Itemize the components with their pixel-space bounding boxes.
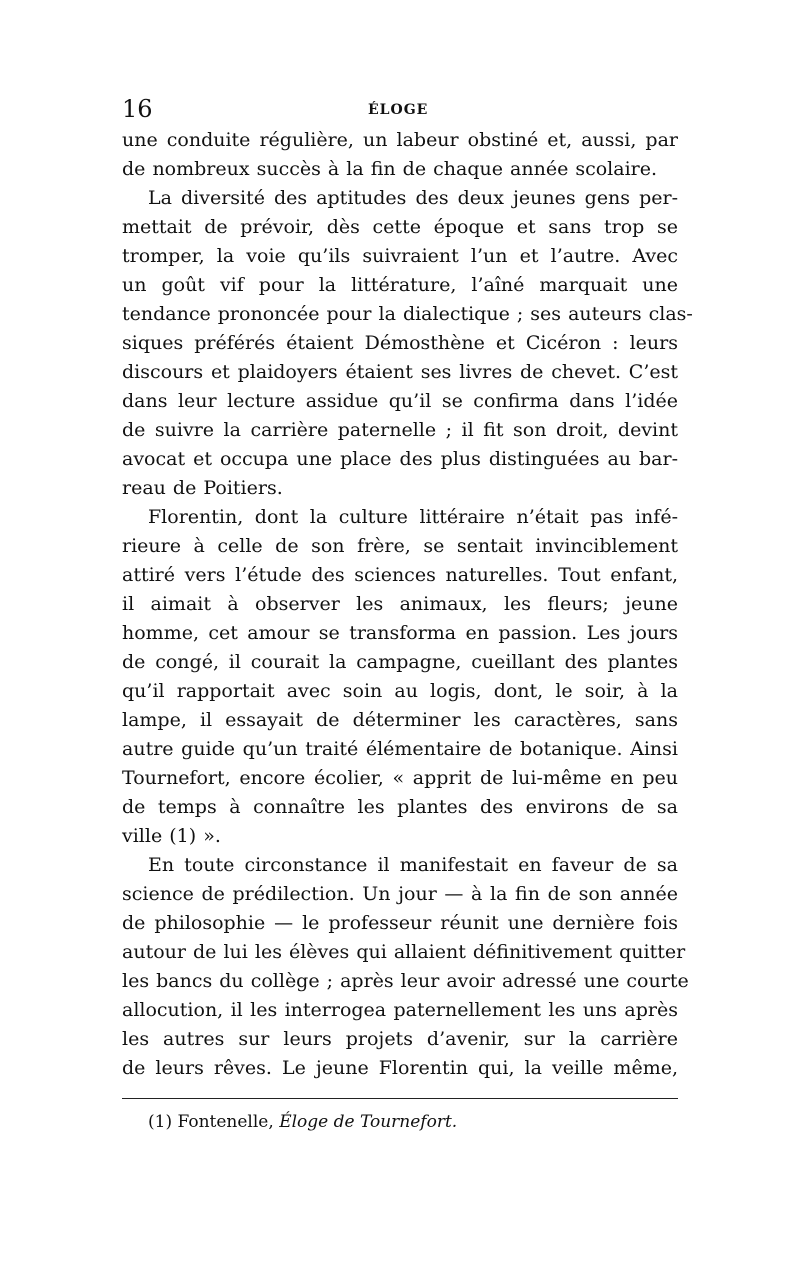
text-line: siques préférés étaient Démosthène et Cicéron : leurs (122, 332, 678, 354)
page-number: 16 (122, 95, 153, 123)
text-line: tendance prononcée pour la dialectique ; ses auteurs clas- (122, 303, 693, 325)
text-line: une conduite régulière, un labeur obstiné et, aussi, par (122, 129, 678, 151)
text-line: de congé, il courait la campagne, cueillant des plantes (122, 651, 678, 673)
text-line: reau de Poitiers. (122, 477, 283, 499)
text-line: Florentin, dont la culture littéraire n’était pas infé- (148, 506, 678, 528)
text-line: tromper, la voie qu’ils suivraient l’un et l’autre. Avec (122, 245, 678, 267)
body-text (122, 126, 693, 1083)
text-line: ville (1) ». (122, 825, 221, 847)
text-line: autre guide qu’un traité élémentaire de botanique. Ainsi (122, 738, 678, 760)
text-line: homme, cet amour se transforma en passion. Les jours (122, 622, 678, 644)
text-line: rieure à celle de son frère, se sentait invinciblement (122, 535, 678, 557)
footnote (148, 1108, 457, 1136)
text-line: de suivre la carrière paternelle ; il fit son droit, devint (122, 419, 678, 441)
text-line: de nombreux succès à la fin de chaque année scolaire. (122, 158, 658, 180)
text-line: allocution, il les interrogea paternellement les uns après (122, 999, 678, 1021)
text-line: La diversité des aptitudes des deux jeunes gens per- (148, 187, 678, 209)
footnote-divider (122, 1098, 678, 1099)
text-line: attiré vers l’étude des sciences naturelles. Tout enfant, (122, 564, 678, 586)
text-line: dans leur lecture assidue qu’il se confirma dans l’idée (122, 390, 678, 412)
text-line: un goût vif pour la littérature, l’aîné marquait une (122, 274, 678, 296)
text-line: de temps à connaître les plantes des environs de sa (122, 796, 678, 818)
running-head (122, 94, 678, 124)
text-line: de philosophie — le professeur réunit une dernière fois (122, 912, 678, 934)
text-line: discours et plaidoyers étaient ses livres de chevet. C’est (122, 361, 678, 383)
running-title: ÉLOGE (368, 102, 429, 118)
text-line: En toute circonstance il manifestait en faveur de sa (148, 854, 678, 876)
footnote-marker: (1) Fontenelle, (148, 1112, 274, 1132)
text-line: les autres sur leurs projets d’avenir, sur la carrière (122, 1028, 678, 1050)
text-line: lampe, il essayait de déterminer les caractères, sans (122, 709, 678, 731)
text-line: il aimait à observer les animaux, les fleurs; jeune (122, 593, 678, 615)
text-line: science de prédilection. Un jour — à la fin de son année (122, 883, 678, 905)
text-line: qu’il rapportait avec soin au logis, dont, le soir, à la (122, 680, 678, 702)
text-line: les bancs du collège ; après leur avoir adressé une courte (122, 970, 689, 992)
footnote-title: Éloge de Tournefort. (279, 1112, 458, 1132)
text-line: mettait de prévoir, dès cette époque et sans trop se (122, 216, 678, 238)
text-line: autour de lui les élèves qui allaient définitivement quitter (122, 941, 686, 963)
text-line: Tournefort, encore écolier, « apprit de lui-même en peu (122, 767, 678, 789)
text-line: avocat et occupa une place des plus distinguées au bar- (122, 448, 678, 470)
text-line: de leurs rêves. Le jeune Florentin qui, la veille même, (122, 1057, 678, 1079)
